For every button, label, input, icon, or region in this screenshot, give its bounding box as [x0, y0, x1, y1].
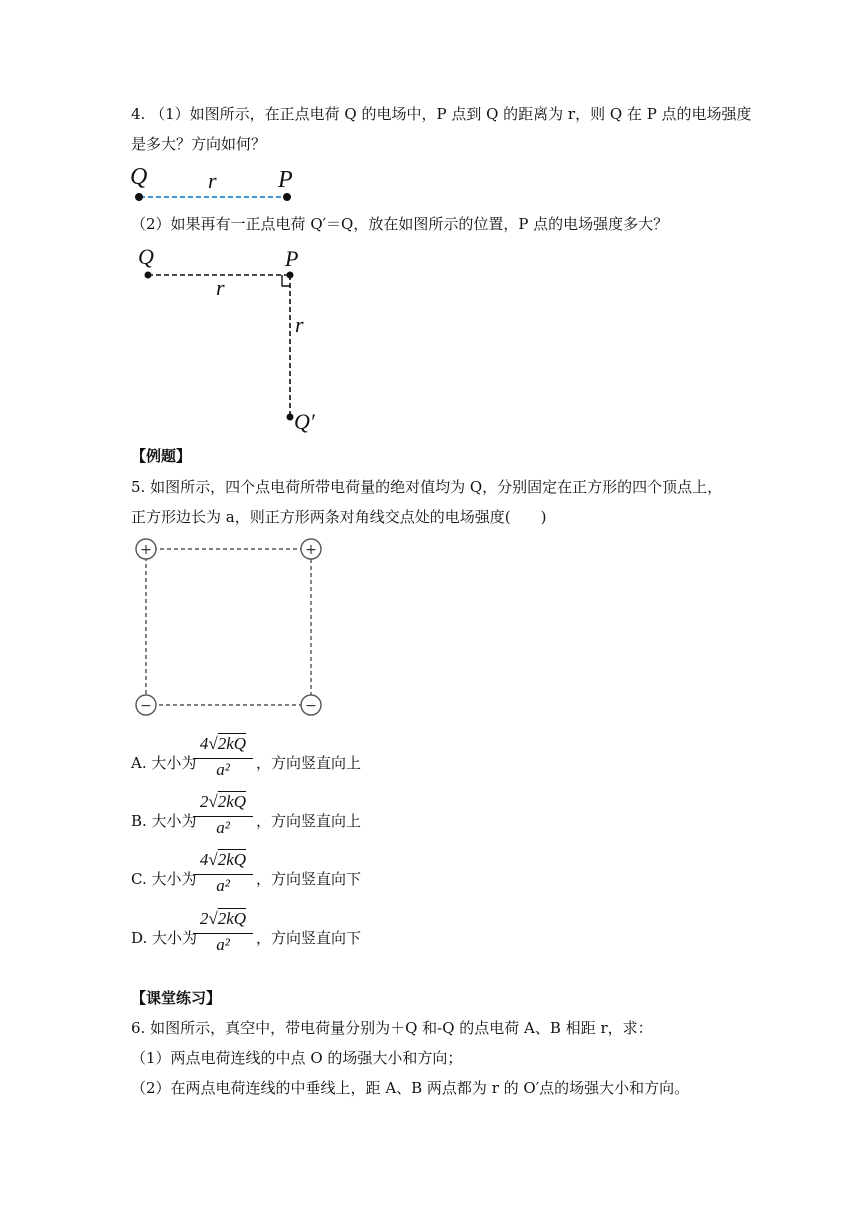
option-d-label: D. 大小为 — [131, 929, 198, 947]
q4-figure1 — [128, 160, 308, 205]
option-a-direction: ，方向竖直向上 — [256, 754, 362, 772]
q5-text-line1: 5. 如图所示，四个点电荷所带电荷量的绝对值均为 Q，分别固定在正方形的四个顶点上， — [131, 478, 723, 496]
charge-top-right — [301, 539, 321, 559]
fig2-point-q2 — [287, 414, 294, 421]
q5-text-line2: 正方形边长为 a，则正方形两条对角线交点处的电场强度( ) — [131, 508, 547, 526]
fig2-label-q: Q — [138, 244, 154, 269]
charge-bottom-left — [136, 695, 156, 715]
svg-text:−: − — [140, 698, 152, 714]
fig1-point-q — [135, 193, 143, 201]
option-b-label: B. 大小为 — [131, 812, 197, 830]
option-c-direction: ，方向竖直向下 — [256, 870, 362, 888]
q5-square-figure — [128, 536, 328, 720]
charge-bottom-right — [301, 695, 321, 715]
option-b-direction: ，方向竖直向上 — [256, 812, 362, 830]
q6-text-line2: （1）两点电荷连线的中点 O 的场强大小和方向； — [131, 1049, 463, 1067]
option-d-direction: ，方向竖直向下 — [256, 929, 362, 947]
fig1-label-r: r — [208, 168, 217, 193]
svg-text:+: + — [140, 542, 152, 558]
svg-text:−: − — [305, 698, 317, 714]
option-c-label: C. 大小为 — [131, 870, 197, 888]
practice-heading: 【课堂练习】 — [131, 989, 222, 1007]
q4-text-line2: 是多大？方向如何？ — [131, 135, 267, 153]
q4-part2-text: （2）如果再有一正点电荷 Q′＝Q，放在如图所示的位置，P 点的电场强度多大？ — [131, 215, 669, 233]
q6-text-line1: 6. 如图所示，真空中，带电荷量分别为＋Q 和-Q 的点电荷 A、B 相距 r，求： — [131, 1019, 653, 1037]
fig2-label-r2: r — [295, 312, 304, 337]
fig1-label-q: Q — [130, 164, 148, 190]
example-heading: 【例题】 — [131, 447, 192, 465]
fig2-label-p: P — [285, 246, 299, 271]
fig2-label-q2: Q′ — [294, 409, 315, 434]
fig2-label-r1: r — [216, 275, 225, 300]
charge-top-left — [136, 539, 156, 559]
fig1-point-p — [283, 193, 291, 201]
square-dashed-outline — [146, 549, 311, 705]
fig1-label-p: P — [278, 167, 293, 193]
q4-figure2 — [128, 244, 328, 439]
q6-text-line3: （2）在两点电荷连线的中垂线上，距 A、B 两点都为 r 的 O′点的场强大小和方向。 — [131, 1079, 690, 1097]
option-a-label: A. 大小为 — [131, 754, 197, 772]
q4-text-line1: 4. （1）如图所示，在正点电荷 Q 的电场中，P 点到 Q 的距离为 r，则 Q 在 P 点的电场强度 — [131, 105, 752, 123]
svg-text:+: + — [305, 542, 317, 558]
